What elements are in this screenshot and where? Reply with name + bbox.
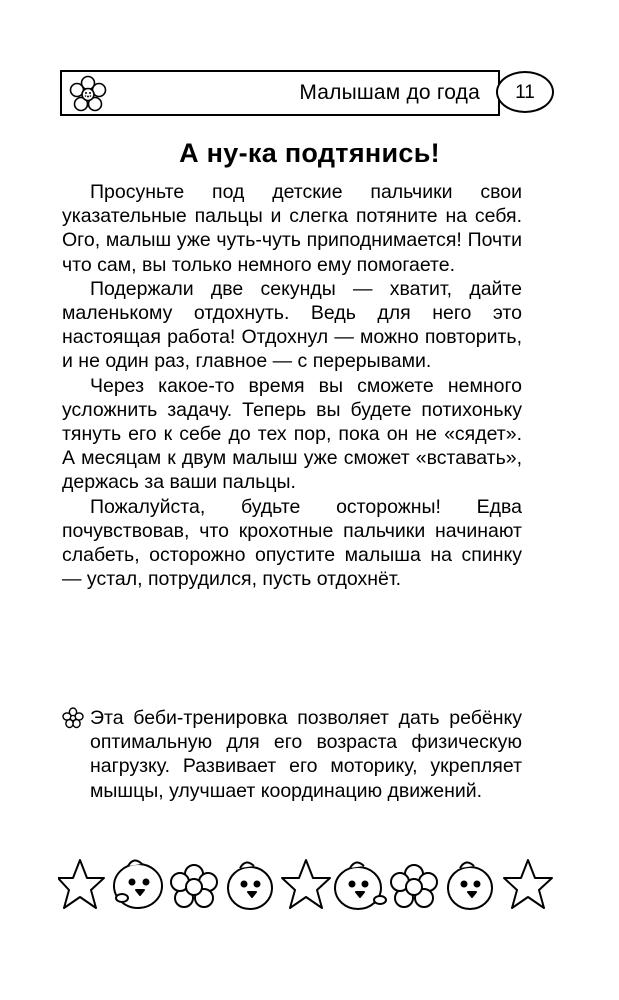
- header-title: Малышам до года: [299, 81, 480, 104]
- page-header: [60, 70, 560, 118]
- star-icon: [282, 860, 330, 908]
- article-body: [62, 180, 522, 591]
- paragraph: Через какое-то время вы сможете немного усложнить задачу. Теперь вы будете потихоньку тянуть его к себе до тех пор, пока он не «сядет». А месяцам к двум малыш уже сможет «вставать», держась за ваши пальцы.: [62, 374, 522, 494]
- chick-icon: [448, 862, 492, 909]
- paragraph: Просуньте под детские пальчики свои указательные пальцы и слегка потяните на себя. Ого, малыш уже чуть-чуть приподнимается! Почти что сам, вы только немного ему помогаете.: [62, 181, 522, 276]
- note-text: Эта беби-тренировка позволяет дать ребёнку оптимальную для его возраста физическую нагрузку. Развивает его моторику, укрепляет мышцы, улучшает координацию движений.: [90, 707, 522, 802]
- paragraph: Пожалуйста, будьте осторожны! Едва почувствовав, что крохотные пальчики начинают слабеть, осторожно опустите малыша на спинку — устал, потрудился, пусть отдохнёт.: [62, 495, 522, 591]
- star-icon: [58, 860, 104, 908]
- star-icon: [504, 860, 552, 908]
- chick-icon: [335, 862, 386, 909]
- header-box: [60, 70, 500, 116]
- flower-bullet-icon: [62, 707, 84, 729]
- decorative-border: [58, 848, 558, 928]
- paragraph: Подержали две секунды — хватит, дайте маленькому отдохнуть. Ведь для него это настоящая работа! Отдохнул — можно повторить, и не один раз, главное — с перерывами.: [62, 277, 522, 373]
- page-number-badge: [496, 71, 554, 113]
- flower-icon: [391, 865, 437, 907]
- flower-icon: [68, 75, 108, 115]
- chick-icon: [114, 860, 162, 908]
- note-block: [62, 706, 522, 803]
- flower-icon: [171, 865, 217, 907]
- article-title: А ну-ка подтянись!: [179, 138, 440, 168]
- chick-icon: [228, 862, 272, 909]
- page-number: 11: [515, 82, 535, 103]
